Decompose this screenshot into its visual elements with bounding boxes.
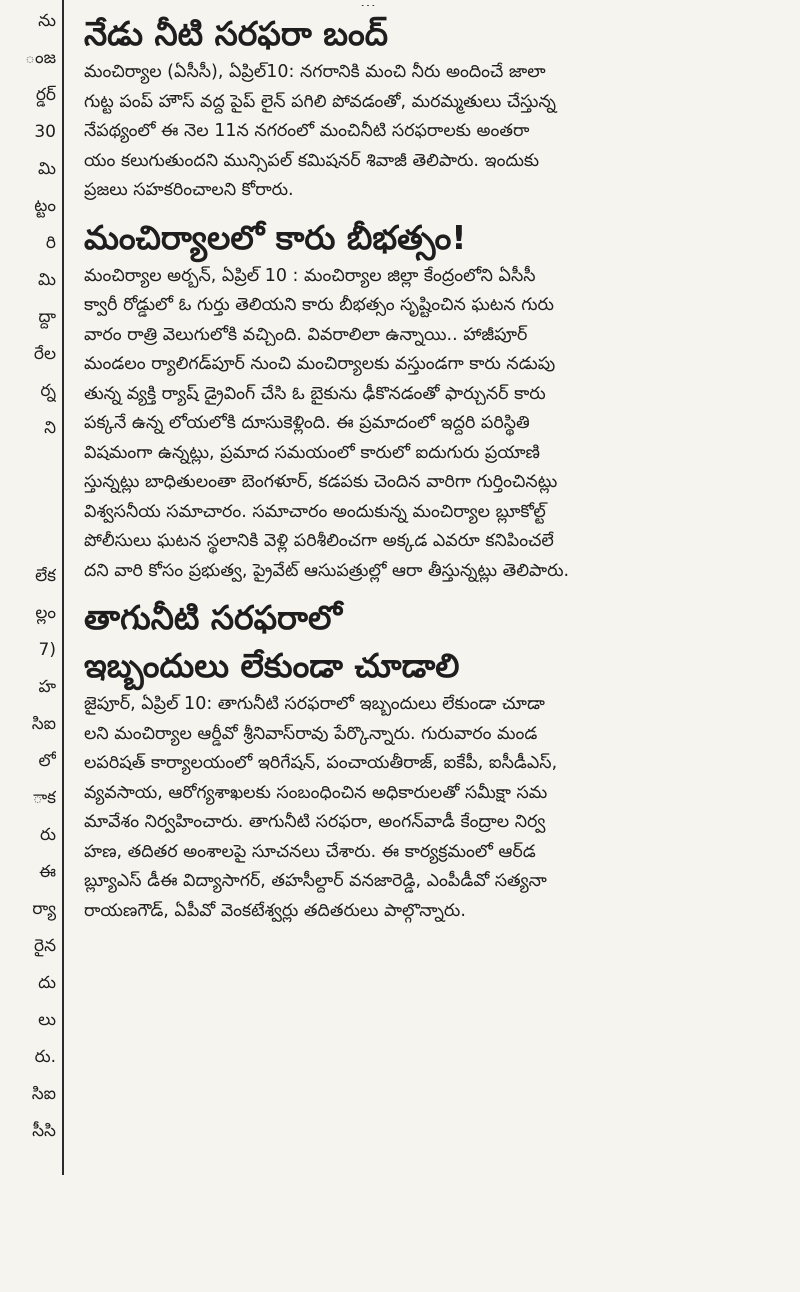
article-text-line: లని మంచిర్యాల ఆర్డీవో శ్రీనివాస్‌రావు పేర్కొన్నారు. గురువారం మండ [84, 723, 538, 744]
article-body [84, 58, 780, 206]
article-text-line: దని వారి కోసం ప్రభుత్వ, ప్రైవేట్‌ ఆసుపత్రుల్లో ఆరా తీస్తున్నట్లు తెలిపారు. [84, 560, 570, 581]
clipped-text-fragment: సీసి [32, 1121, 56, 1141]
article-text-line: వారం రాత్రి వెలుగులోకి వచ్చింది. వివరాలిలా ఉన్నాయి.. హాజీపూర్‌ [84, 324, 528, 345]
clipped-text-fragment: ర్డర్ [35, 85, 56, 105]
article-headline-line-2: ఇబ్బందులు లేకుండా చూడాలి [84, 646, 460, 685]
clipped-text-fragment: ర్యా [32, 899, 56, 919]
clipped-text-fragment: సిఐ [31, 714, 56, 734]
clipped-text-fragment: 30 [34, 122, 56, 142]
article-text-line: పక్కనే ఉన్న లోయలోకి దూసుకెళ్లింది. ఈ ప్రమాదంలో ఇద్దరి పరిస్థితి [84, 413, 530, 433]
article-text-line: విషమంగా ఉన్నట్లు, ప్రమాద సమయంలో కారులో ఐదుగురు ప్రయాణి [84, 442, 540, 463]
article-car-accident [84, 214, 780, 587]
article-text-line: జైపూర్‌, ఏప్రిల్‌ 10: తాగునీటి సరఫరాలో ఇబ్బందులు లేకుండా చూడా [84, 694, 545, 714]
article-text-line: పోలీసులు ఘటన స్థలానికి వెళ్లి పరిశీలించగా అక్కడ ఎవరూ కనిపించలే [84, 531, 554, 551]
article-text-line: బ్ల్యూఎస్‌ డీఈ విద్యాసాగర్‌, తహసీల్దార్‌ వనజారెడ్డి, ఎంపీడీవో సత్యనా [84, 871, 547, 891]
article-text-line: మావేశం నిర్వహించారు. తాగునీటి సరఫరా, అంగన్‌వాడీ కేంద్రాల నిర్వ [84, 812, 546, 832]
clipped-left-column [0, 0, 56, 1175]
clipped-text-fragment: రేల [33, 344, 56, 364]
clipped-text-fragment: ఈ [39, 862, 56, 882]
article-text-line: క్వారీ రోడ్డులో ఓ గుర్తు తెలియని కారు బీభత్సం సృష్టించిన ఘటన గురు [84, 295, 554, 315]
article-headline: నేడు నీటి సరఫరా బంద్‌ [84, 14, 389, 53]
article-text-line: యం కలుగుతుందని మున్సిపల్‌ కమిషనర్‌ శివాజీ తెలిపారు. ఇందుకు [84, 150, 540, 171]
clipped-text-fragment: లు [38, 1010, 56, 1030]
article-text-line: వ్యవసాయ, ఆరోగ్యశాఖలకు సంబంధించిన అధికారులతో సమీక్షా సమ [84, 782, 548, 803]
clipped-text-fragment: ట్టం [34, 196, 56, 216]
clipped-text-fragment: మి [38, 270, 56, 290]
clipped-text-fragment: ద్దా [38, 307, 56, 327]
article-text-line: హణ, తదితర అంశాలపై సూచనలు చేశారు. ఈ కార్యక్రమంలో ఆర్‌డ [84, 841, 536, 862]
article-text-line: తున్న వ్యక్తి ర్యాష్‌ డ్రైవింగ్‌ చేసి ఓ బైకును ఢీకొనడంతో ఫార్చునర్‌ కారు [84, 383, 546, 404]
clipped-text-fragment: దు [38, 973, 56, 993]
clipped-text-fragment: ను [38, 11, 56, 31]
clipped-text-fragment: రైన [33, 936, 56, 956]
article-body [84, 690, 780, 926]
column-divider [62, 0, 64, 1175]
article-text-line: ప్రజలు సహకరించాలని కోరారు. [84, 180, 294, 200]
clipped-text-fragment: హ [38, 677, 56, 697]
clipped-text-fragment: మి [38, 159, 56, 179]
article-text-line: లపరిషత్‌ కార్యాలయంలో ఇరిగేషన్‌, పంచాయతీరాజ్‌, ఐకేపీ, ఐసీడీఎస్‌, [84, 753, 558, 773]
clipped-text-fragment: లో [38, 751, 56, 771]
clipped-text-fragment: సిఐ [31, 1084, 56, 1104]
article-text-line: మంచిర్యాల (ఏసీసీ), ఏప్రిల్‌10: నగరానికి మంచి నీరు అందించే జాలా [84, 62, 546, 82]
clipped-text-fragment: 7) [38, 640, 56, 660]
article-body [84, 262, 780, 587]
clipped-text-fragment: ని [44, 418, 56, 438]
clipped-text-fragment: రు [40, 825, 56, 845]
article-text-line: విశ్వసనీయ సమాచారం. సమాచారం అందుకున్న మంచిర్యాల బ్లూకోల్ట్‌ [84, 501, 546, 522]
article-text-line: మండలం ర్యాలిగడ్‌పూర్‌ నుంచి మంచిర్యాలకు వస్తుండగా కారు నడుపు [84, 354, 556, 374]
article-headline: తాగునీటి సరఫరాలో [84, 598, 342, 637]
clipped-top-text [360, 0, 760, 6]
article-headline: మంచిర్యాలలో కారు బీభత్సం! [84, 217, 467, 257]
clipped-text-fragment: ల్లం [35, 603, 56, 623]
article-text-line: నేపథ్యంలో ఈ నెల 11న నగరంలో మంచినీటి సరఫరాలకు అంతరా [84, 121, 530, 141]
article-drinking-water-review [84, 594, 780, 926]
article-water-supply-shutdown [84, 10, 780, 206]
main-column [84, 10, 780, 934]
clipped-text-fragment: రు. [34, 1047, 56, 1067]
clipped-text-fragment: రి [45, 233, 56, 253]
article-text-line: గుట్ట పంప్‌ హౌస్‌ వద్ద పైప్‌ లైన్‌ పగిలి పోవడంతో, మరమ్మతులు చేస్తున్న [84, 91, 556, 112]
article-text-line: మంచిర్యాల అర్బన్‌, ఏప్రిల్‌ 10 : మంచిర్యాల జిల్లా కేంద్రంలోని ఏసీసీ [84, 265, 536, 286]
clipped-text-fragment: లేక [35, 566, 56, 586]
article-text-line: స్తున్నట్లు బాధితులంతా బెంగళూర్‌, కడపకు చెందిన వారిగా గుర్తించినట్లు [84, 472, 558, 492]
clipped-text-fragment: ాక [32, 788, 56, 808]
article-text-line: రాయణగౌడ్‌, ఏపీవో వెంకటేశ్వర్లు తదితరులు పాల్గొన్నారు. [84, 900, 466, 921]
clipped-text-fragment: ర్న [40, 381, 56, 401]
clipped-text-fragment: ంజ [25, 48, 56, 68]
